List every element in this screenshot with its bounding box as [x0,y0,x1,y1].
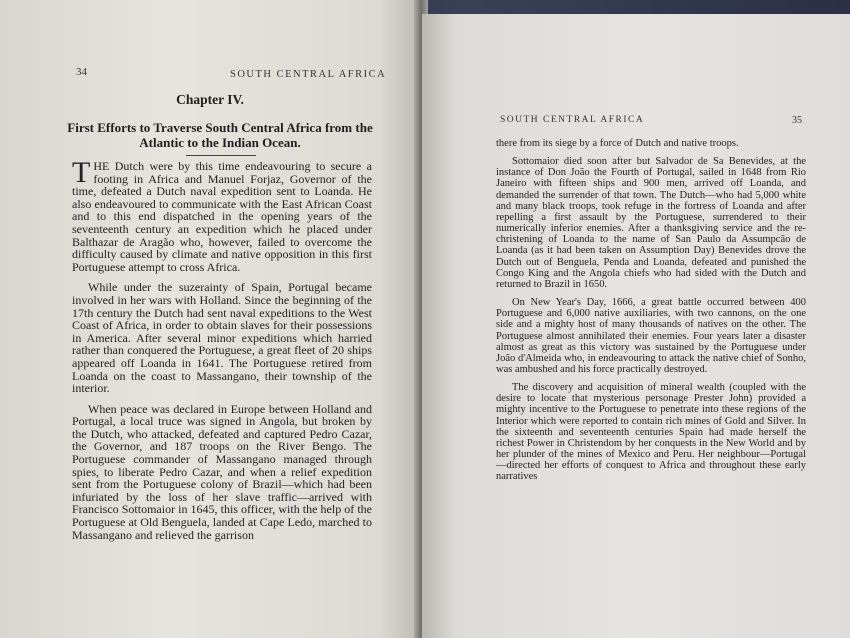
paragraph: While under the suzerainty of Spain, Portugal became involved in her wars with Holland. Since the beginning of the 17th century the Dutch had sent naval expeditions to the West Coast of Africa, in order to obtain slaves for their possessions in America. After several minor expeditions which harried rather than conquered the Portuguese, a great fleet of 20 ships appeared off Loanda in 1641. The Portuguese retired from Loanda on the coast to Massangano, their township of the interior. [72,280,372,396]
right-page [422,14,850,638]
running-head-right: SOUTH CENTRAL AFRICA [500,115,645,125]
left-page [0,0,420,638]
chapter-title: First Efforts to Traverse South Central Africa from the Atlantic to the Indian Ocean. [67,120,373,150]
right-page-body [496,138,806,490]
paragraph: there from its siege by a force of Dutch and native troops. [496,138,739,149]
page-number-left: 34 [76,66,87,78]
paragraph: Sottomaior died soon after but Salvador de Sa Benevides, at the instance of Don João the Fourth of Portugal, sailed in 1648 from Rio Janeiro with fifteen ships and 900 men, arrived off Loanda, and demanded the surrender of that town. The Dutch—who had 5,000 white and many black troops, took refuge in the fortress of Loanda and after repelling a first assault by the Portuguese, surrendered to their numerically inferior enemies. After a thanksgiving service and the re-christening of Loanda to the name of San Paulo da Assumpcão de Loanda (as it had been taken on Assumption Day) Benevides drove the Dutch out of Benguela, Penda and Loanda, defeated and punished the Congo King and the Angola chiefs who had sided with the Dutch and returned to Brazil in 1650. [496,156,806,290]
page-number-right: 35 [792,115,802,126]
paragraph: When peace was declared in Europe between Holland and Portugal, a local truce was signed in Angola, but broken by the Dutch, who attacked, defeated and captured Pedro Cazar, the Governor, and 187 troops on the River Bengo. The Portuguese commander of Massangano managed through spies, to liberate Pedro Cazar, and when a relief expedition sent from the Portuguese colony of Brazil—which had been infuriated by the loss of her slave traffic—arrived with Francisco Sottomaior in 1645, this officer, with the help of the Portuguese at Old Benguela, landed at Cape Ledo, marched to Massangano and relieved the garrison [72,401,372,542]
title-rule [186,155,256,156]
drop-cap: T [72,156,91,189]
chapter-heading: Chapter IV. [176,92,244,107]
paragraph: The discovery and acquisition of mineral wealth (coupled with the desire to locate that mysterious personage Prester John) provided a mighty incentive to the Portuguese to penetrate into these regions of the Interior which were reported to contain rich mines of Gold and Silver. In the sixteenth and seventeenth centuries Spain had made herself the richest Power in Christendom by her conquests in the New World and by her plunder of the mines of Mexico and Peru. Her neighbour—Portugal—directed her efforts of conquest to Africa and throughout these early narratives [496,382,806,483]
left-page-body [72,156,372,549]
paragraph: On New Year's Day, 1666, a great battle occurred between 400 Portuguese and 6,000 native auxiliaries, with two cannons, on the one side and a mighty host of many thousands of natives on the other. The Portuguese almost annihilated their enemies. Four years later a disaster almost as great as this victory was sustained by the Portuguese under João d'Almeida who, in endeavouring to attack the native chief of Sonho, was ambushed and his force practically destroyed. [496,297,806,375]
paragraph: THE Dutch were by this time endeavouring to secure a footing in Africa and Manuel Forjaz, Governor of the time, defeated a Dutch naval expedition sent to Loanda. He also endeavoured to communicate with the East African Coast and to this end dispatched in the opening years of the seventeenth century an expedition which he placed under Balthazar de Aragão who, however, failed to overcome the difficulty caused by climate and native opposition in this first Portuguese attempt to cross Africa. [72,156,372,274]
running-head-left: SOUTH CENTRAL AFRICA [230,69,387,80]
